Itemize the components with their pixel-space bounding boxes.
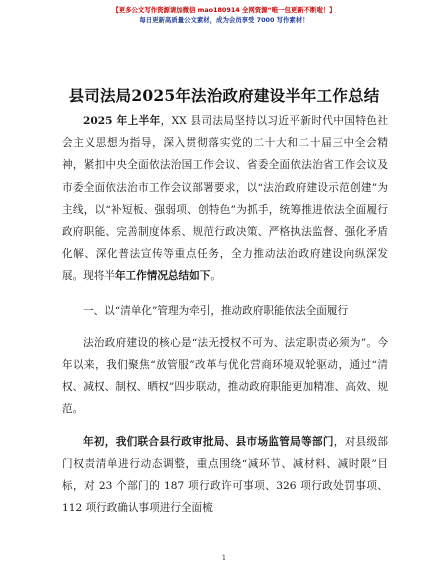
- section-1-paragraph-2: [62, 431, 388, 520]
- spacer: [62, 322, 388, 332]
- paragraph-text: ，对县级部门权责清单进行动态调整，重点围绕“减环节、减材料、减时限”目标，对 23 个部门的 187 项行政许可事项、326 项行政处罚事项、112 项行政确认事项进行全面梳: [62, 435, 389, 515]
- section-heading-1: 一、以“清单化”管理为牵引，推动政府职能依法全面履行: [83, 304, 349, 317]
- document-body: [62, 110, 388, 519]
- paragraph-lead: 年初，我们联合县行政审批局、县市场监管局等部门: [83, 435, 334, 448]
- intro-tail: 年工作情况总结如下: [114, 270, 211, 283]
- intro-text: ，XX 县司法局坚持以习近平新时代中国特色社会主义思想为指导，深入贯彻落实党的二十大和二十届三中全会精神，紧扣中央全面依法治国工作会议、省委全面依法治省工作会议及市委全面依法治市工作会议部署要求，以“法治政府建设示范创建”为主线，以“补短板、强弱项、创特色”为抓手，统筹推进依法全面履行政府职能、完善制度体系、规范行政决策、严格执法监督、强化矛盾化解、深化普法宣传等重点任务，全力推动法治政府建设向纵深发展。现将半: [62, 115, 388, 283]
- section-1-paragraph-1: 法治政府建设的核心是“法无授权不可为、法定职责必须为”。今年以来，我们聚焦“放管服”改革与优化营商环境双轮驱动，通过“清权、减权、制权、晒权”四步联动，推动政府职能更加精准、高效、规范。: [62, 336, 388, 416]
- intro-lead: 2025 年上半年: [83, 115, 161, 127]
- spacer: [62, 421, 388, 431]
- promo-banner-line-1: 【更多公文写作资源请加微信 mao180914 全网资源“唯一包更新不断啦！】: [112, 6, 336, 14]
- intro-paragraph: [62, 110, 388, 288]
- spacer: [62, 288, 388, 298]
- intro-end: 。: [210, 270, 221, 283]
- page-number: 1: [221, 554, 227, 562]
- document-title: 县司法局2025年法治政府建设半年工作总结: [68, 86, 380, 105]
- promo-banner-line-2: 每日更新高质量公文素材，成为会员享受 7000 写作素材！: [139, 16, 309, 24]
- promo-banner: [0, 5, 448, 25]
